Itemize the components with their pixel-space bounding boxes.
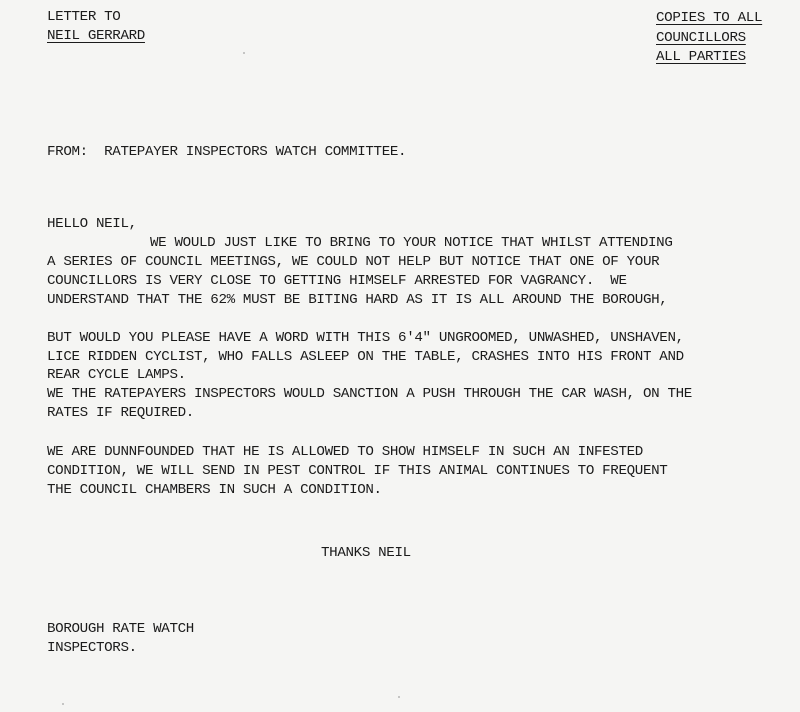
signature-line1: BOROUGH RATE WATCH	[47, 621, 194, 637]
paragraph1-line1: WE WOULD JUST LIKE TO BRING TO YOUR NOTICE THAT WHILST ATTENDING	[150, 235, 673, 251]
paragraph2-line5: RATES IF REQUIRED.	[47, 405, 194, 421]
from-line: FROM: RATEPAYER INSPECTORS WATCH COMMITTEE.	[47, 144, 407, 160]
paragraph2-line3: REAR CYCLE LAMPS.	[47, 367, 186, 383]
signature-line2: INSPECTORS.	[47, 640, 137, 656]
header-left-line1: LETTER TO	[47, 9, 121, 25]
paragraph3-line1: WE ARE DUNNFOUNDED THAT HE IS ALLOWED TO SHOW HIMSELF IN SUCH AN INFESTED	[47, 444, 643, 460]
paragraph2-line2: LICE RIDDEN CYCLIST, WHO FALLS ASLEEP ON THE TABLE, CRASHES INTO HIS FRONT AND	[47, 349, 684, 365]
paragraph1-line2: A SERIES OF COUNCIL MEETINGS, WE COULD NOT HELP BUT NOTICE THAT ONE OF YOUR	[47, 254, 660, 270]
header-right-line1: COPIES TO ALL	[656, 10, 763, 26]
header-right-line3: ALL PARTIES	[656, 49, 746, 65]
paragraph1-line4: UNDERSTAND THAT THE 62% MUST BE BITING HARD AS IT IS ALL AROUND THE BOROUGH,	[47, 292, 668, 308]
paper-speck	[243, 52, 245, 54]
paragraph3-line2: CONDITION, WE WILL SEND IN PEST CONTROL IF THIS ANIMAL CONTINUES TO FREQUENT	[47, 463, 668, 479]
paragraph2-line4: WE THE RATEPAYERS INSPECTORS WOULD SANCTION A PUSH THROUGH THE CAR WASH, ON THE	[47, 386, 692, 402]
paragraph2-line1: BUT WOULD YOU PLEASE HAVE A WORD WITH THIS 6'4" UNGROOMED, UNWASHED, UNSHAVEN,	[47, 330, 684, 346]
salutation: HELLO NEIL,	[47, 216, 137, 232]
header-left-line2: NEIL GERRARD	[47, 28, 145, 44]
paper-speck	[62, 703, 64, 705]
header-right-line2: COUNCILLORS	[656, 30, 746, 46]
paragraph3-line3: THE COUNCIL CHAMBERS IN SUCH A CONDITION.	[47, 482, 382, 498]
closing: THANKS NEIL	[321, 545, 411, 561]
paragraph1-line3: COUNCILLORS IS VERY CLOSE TO GETTING HIMSELF ARRESTED FOR VAGRANCY. WE	[47, 273, 627, 289]
paper-speck	[398, 696, 400, 698]
